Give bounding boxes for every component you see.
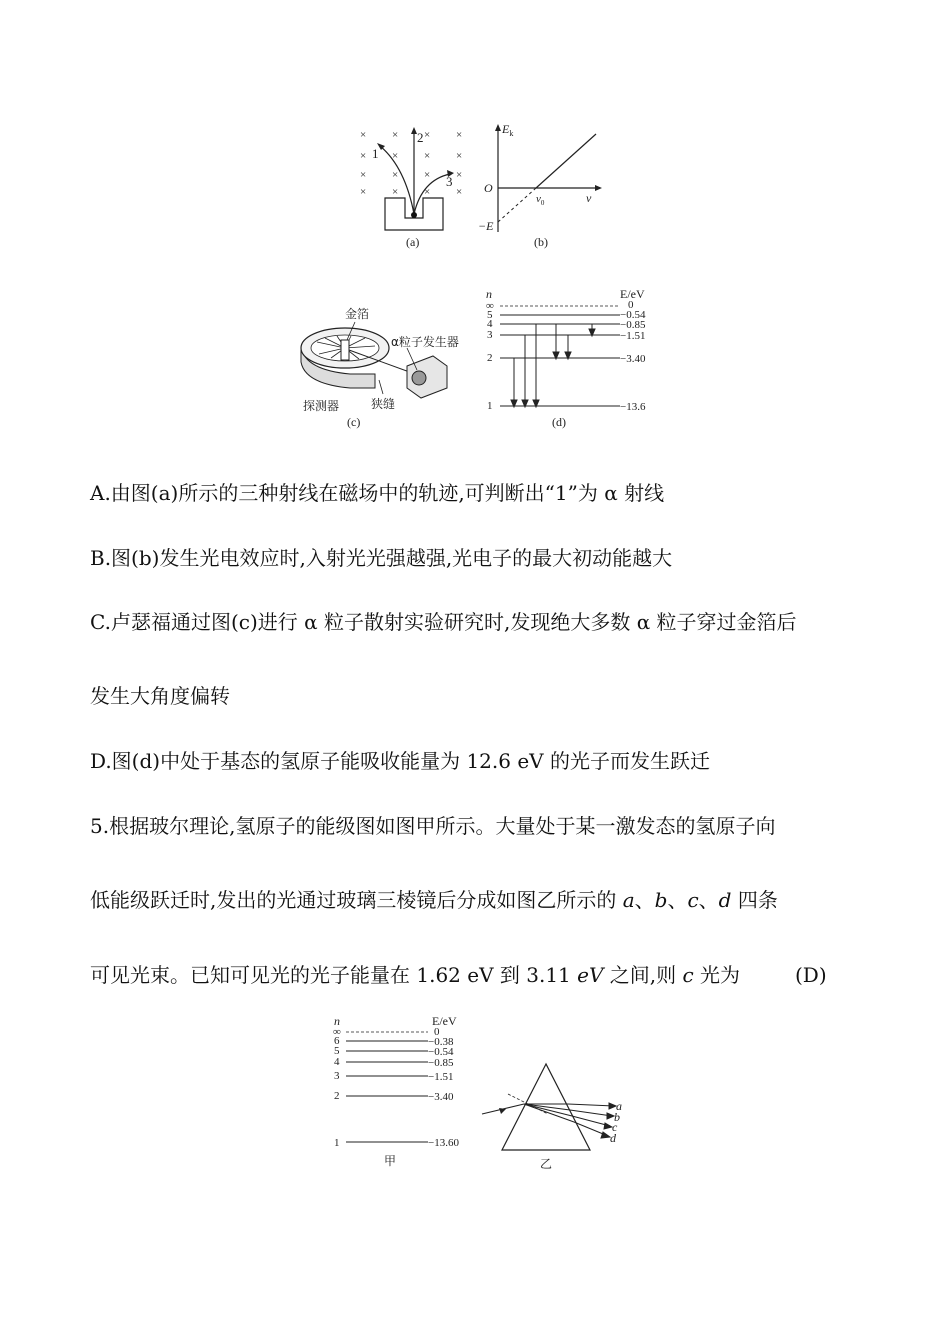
jia-n-2: 2 xyxy=(334,1090,340,1102)
option-d: D.图(d)中处于基态的氢原子能吸收能量为 12.6 eV 的光子而发生跃迁 xyxy=(90,749,710,773)
gold-foil-label: 金箔 xyxy=(345,307,370,321)
alpha-source-label: α粒子发生器 xyxy=(391,335,459,349)
svg-text:×: × xyxy=(392,150,399,162)
jia-e-1: −13.60 xyxy=(428,1137,459,1149)
q5-beam-d: d xyxy=(718,888,732,912)
figure-a xyxy=(350,122,480,252)
slit-leader xyxy=(379,380,383,394)
option-b: B.图(b)发生光电效应时,入射光光强越强,光电子的最大初动能越大 xyxy=(90,546,673,570)
jia-e-5: −0.54 xyxy=(428,1046,454,1058)
beam-d-label: d xyxy=(610,1131,616,1145)
d-e-5: −0.54 xyxy=(620,309,646,321)
d-e-1: −13.6 xyxy=(620,401,646,413)
option-c-line1: C.卢瑟福通过图(c)进行 α 粒子散射实验研究时,发现绝大多数 α 粒子穿过金箔后 xyxy=(90,610,797,634)
q5-sep1: 、 xyxy=(634,888,655,912)
nu0-label: $\nu_0$ xyxy=(536,193,545,207)
beam-b-label: b xyxy=(614,1110,620,1124)
figure-yi-svg xyxy=(478,1058,638,1178)
figure-b-caption: (b) xyxy=(534,235,548,249)
ray-3-label: 3 xyxy=(446,174,453,189)
q5-line2-end: 四条 xyxy=(731,888,778,912)
jia-e-label: E/eV xyxy=(432,1014,457,1028)
jia-n-inf: ∞ xyxy=(333,1026,341,1038)
jia-e-6: −0.38 xyxy=(428,1036,454,1048)
figure-c-caption: (c) xyxy=(347,415,361,429)
d-n-label: n xyxy=(486,287,492,301)
q5-ev-unit: eV xyxy=(577,963,604,987)
jia-e-4: −0.85 xyxy=(428,1057,454,1069)
jia-e-3: −1.51 xyxy=(428,1071,454,1083)
d-n-inf: ∞ xyxy=(486,300,494,312)
svg-text:×: × xyxy=(360,150,367,162)
gold-foil xyxy=(341,340,349,360)
q5-beam-b: b xyxy=(654,888,668,912)
option-c-line2: 发生大角度偏转 xyxy=(90,684,230,708)
alpha-source-lens xyxy=(412,371,426,385)
question5-line1: 5.根据玻尔理论,氢原子的能级图如图甲所示。大量处于某一激发态的氢原子向 xyxy=(90,814,776,838)
d-e-3: −1.51 xyxy=(620,330,646,342)
figure-jia xyxy=(328,1012,488,1177)
q5-line3-mid: 之间,则 xyxy=(603,963,683,987)
beam-c-label: c xyxy=(612,1120,618,1134)
jia-e-2: −3.40 xyxy=(428,1091,454,1103)
slit-label: 狭缝 xyxy=(371,397,396,411)
yi-caption: 乙 xyxy=(540,1157,553,1171)
svg-text:×: × xyxy=(360,169,367,181)
svg-text:×: × xyxy=(424,186,431,198)
q5-line3-end: 光为 xyxy=(693,963,741,987)
q5-line3-text: 可见光束。已知可见光的光子能量在 1.62 eV 到 3.11 xyxy=(90,963,578,987)
detector-label: 探测器 xyxy=(303,399,340,413)
question5-answer: (D) xyxy=(795,963,827,987)
ray-1-label: 1 xyxy=(372,146,379,161)
figure-a-caption: (a) xyxy=(406,235,420,249)
jia-caption: 甲 xyxy=(384,1154,397,1168)
x-axis-arrow xyxy=(595,185,602,191)
figure-yi xyxy=(478,1058,638,1178)
svg-text:×: × xyxy=(360,129,367,141)
radioactive-source xyxy=(411,212,417,218)
d-transition-arrows xyxy=(511,324,595,407)
q5-line2-text: 低能级跃迁时,发出的光通过玻璃三棱镜后分成如图乙所示的 xyxy=(90,888,623,912)
y-axis-label: $E_k$ xyxy=(502,122,514,138)
svg-text:×: × xyxy=(456,169,463,181)
figure-d xyxy=(480,283,660,433)
figure-b-svg xyxy=(478,122,608,252)
jia-n-6: 6 xyxy=(334,1035,340,1047)
jia-n-5: 5 xyxy=(334,1045,340,1057)
neg-e-label: −E xyxy=(478,219,494,233)
d-n-5: 5 xyxy=(487,309,493,321)
svg-text:×: × xyxy=(424,150,431,162)
figure-d-svg xyxy=(480,283,660,433)
d-e-2: −3.40 xyxy=(620,353,646,365)
svg-text:×: × xyxy=(456,150,463,162)
figure-c-svg xyxy=(295,302,480,432)
jia-n-label: n xyxy=(334,1014,340,1028)
q5-beam-a: a xyxy=(622,888,635,912)
question5-line2 xyxy=(90,886,778,914)
jia-e-inf: 0 xyxy=(434,1026,440,1038)
svg-text:×: × xyxy=(392,129,399,141)
question5-line3 xyxy=(90,961,740,989)
figure-jia-svg xyxy=(328,1012,488,1177)
incident-arrow xyxy=(499,1108,506,1114)
option-a: A.由图(a)所示的三种射线在磁场中的轨迹,可判断出“1”为 α 射线 xyxy=(90,481,665,505)
q5-c-var: c xyxy=(682,963,694,987)
jia-n-3: 3 xyxy=(334,1070,340,1082)
origin-label: O xyxy=(484,181,493,195)
q5-sep3: 、 xyxy=(698,888,719,912)
svg-text:×: × xyxy=(424,169,431,181)
figure-d-caption: (d) xyxy=(552,415,566,429)
d-e-inf: 0 xyxy=(628,299,634,311)
d-n-2: 2 xyxy=(487,352,493,364)
beam-a-label: a xyxy=(616,1099,622,1113)
svg-text:×: × xyxy=(456,129,463,141)
q5-sep2: 、 xyxy=(667,888,688,912)
svg-text:×: × xyxy=(392,169,399,181)
d-n-1: 1 xyxy=(487,400,493,412)
d-n-4: 4 xyxy=(487,318,493,330)
x-axis-label: ν xyxy=(586,191,592,205)
svg-text:×: × xyxy=(360,186,367,198)
jia-n-1: 1 xyxy=(334,1137,340,1149)
d-e-4: −0.85 xyxy=(620,319,646,331)
q5-beam-c: c xyxy=(687,888,699,912)
d-e-label: E/eV xyxy=(620,287,645,301)
photoelectric-line xyxy=(536,134,596,188)
svg-text:×: × xyxy=(424,129,431,141)
svg-text:×: × xyxy=(392,186,399,198)
d-n-3: 3 xyxy=(487,329,493,341)
photoelectric-dashed xyxy=(498,188,536,222)
y-axis-arrow xyxy=(495,124,501,131)
ray-2-label: 2 xyxy=(417,130,424,145)
svg-text:×: × xyxy=(456,186,463,198)
figure-a-svg xyxy=(350,122,480,252)
jia-n-4: 4 xyxy=(334,1056,340,1068)
figure-b xyxy=(478,122,608,252)
figure-c xyxy=(295,302,480,432)
